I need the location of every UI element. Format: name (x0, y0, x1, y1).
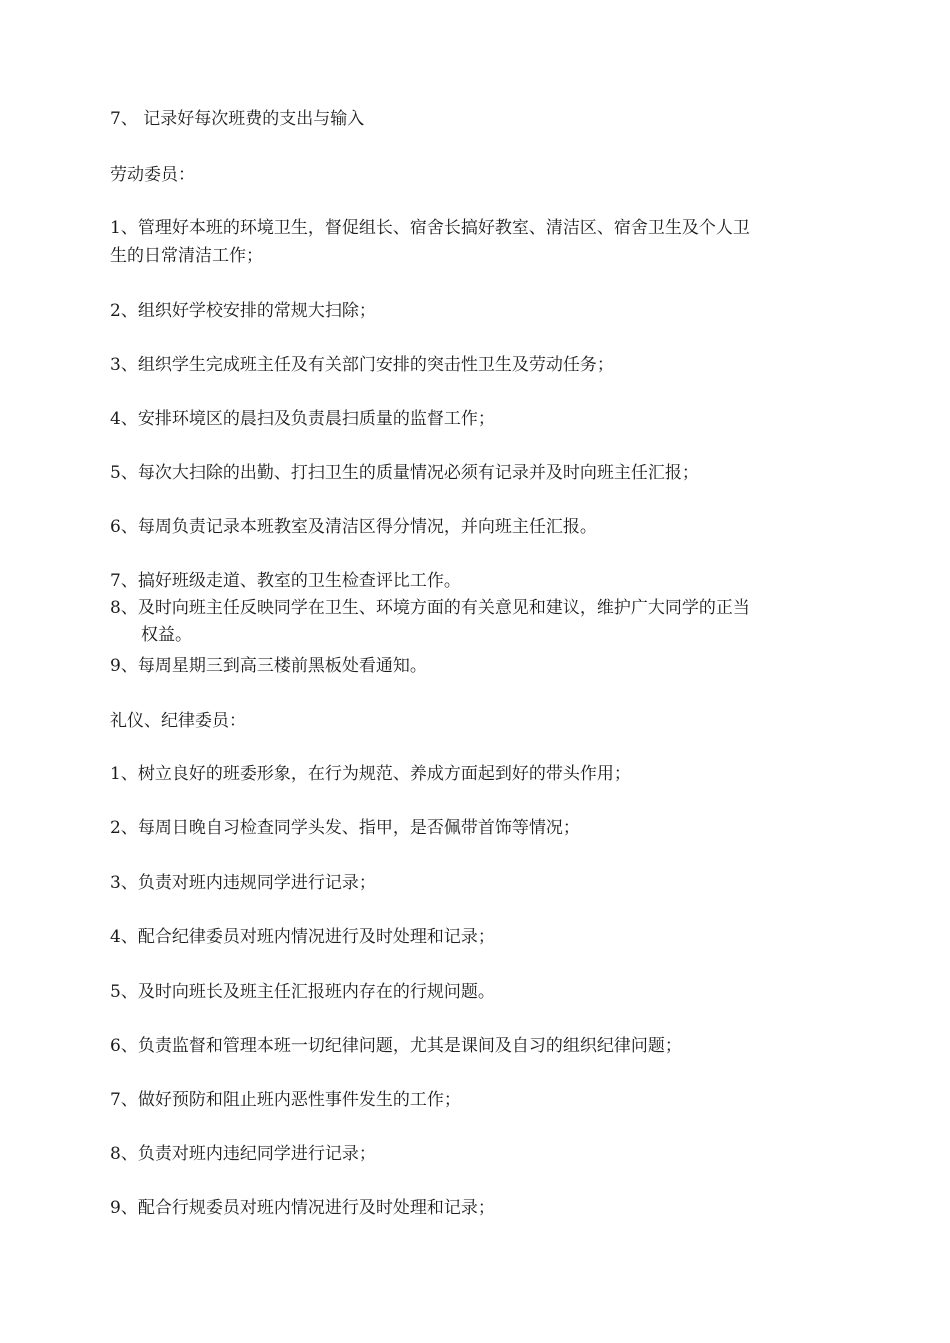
labor-item-3: 3、组织学生完成班主任及有关部门安排的突击性卫生及劳动任务； (110, 355, 614, 375)
discipline-item-8: 8、负责对班内违纪同学进行记录； (110, 1144, 376, 1164)
discipline-item-5: 5、及时向班长及班主任汇报班内存在的行规问题。 (110, 982, 495, 1002)
list-item-7: 7、 记录好每次班费的支出与输入 (110, 109, 365, 129)
labor-item-8: 8、及时向班主任反映同学在卫生、环境方面的有关意见和建议，维护广大同学的正当 (110, 598, 750, 618)
discipline-item-4: 4、配合纪律委员对班内情况进行及时处理和记录； (110, 927, 495, 947)
labor-item-5: 5、每次大扫除的出勤、打扫卫生的质量情况必须有记录并及时向班主任汇报； (110, 463, 699, 483)
discipline-item-7: 7、做好预防和阻止班内恶性事件发生的工作； (110, 1090, 461, 1110)
discipline-item-1: 1、树立良好的班委形象，在行为规范、养成方面起到好的带头作用； (110, 764, 631, 784)
labor-item-9: 9、每周星期三到高三楼前黑板处看通知。 (110, 656, 427, 676)
labor-item-8-cont: 权益。 (141, 625, 192, 645)
discipline-item-3: 3、负责对班内违规同学进行记录； (110, 873, 376, 893)
labor-item-4: 4、安排环境区的晨扫及负责晨扫质量的监督工作； (110, 409, 495, 429)
discipline-item-6: 6、负责监督和管理本班一切纪律问题，尤其是课间及自习的组织纪律问题； (110, 1036, 682, 1056)
labor-item-7: 7、搞好班级走道、教室的卫生检查评比工作。 (110, 571, 461, 591)
section-heading-discipline: 礼仪、纪律委员： (110, 711, 246, 731)
labor-item-1: 1、管理好本班的环境卫生，督促组长、宿舍长搞好教室、清洁区、宿舍卫生及个人卫 (110, 218, 750, 238)
discipline-item-2: 2、每周日晚自习检查同学头发、指甲，是否佩带首饰等情况； (110, 818, 580, 838)
section-heading-labor: 劳动委员： (110, 165, 195, 185)
labor-item-2: 2、组织好学校安排的常规大扫除； (110, 301, 376, 321)
labor-item-1-cont: 生的日常清洁工作； (110, 246, 263, 266)
discipline-item-9: 9、配合行规委员对班内情况进行及时处理和记录； (110, 1198, 495, 1218)
labor-item-6: 6、每周负责记录本班教室及清洁区得分情况，并向班主任汇报。 (110, 517, 597, 537)
